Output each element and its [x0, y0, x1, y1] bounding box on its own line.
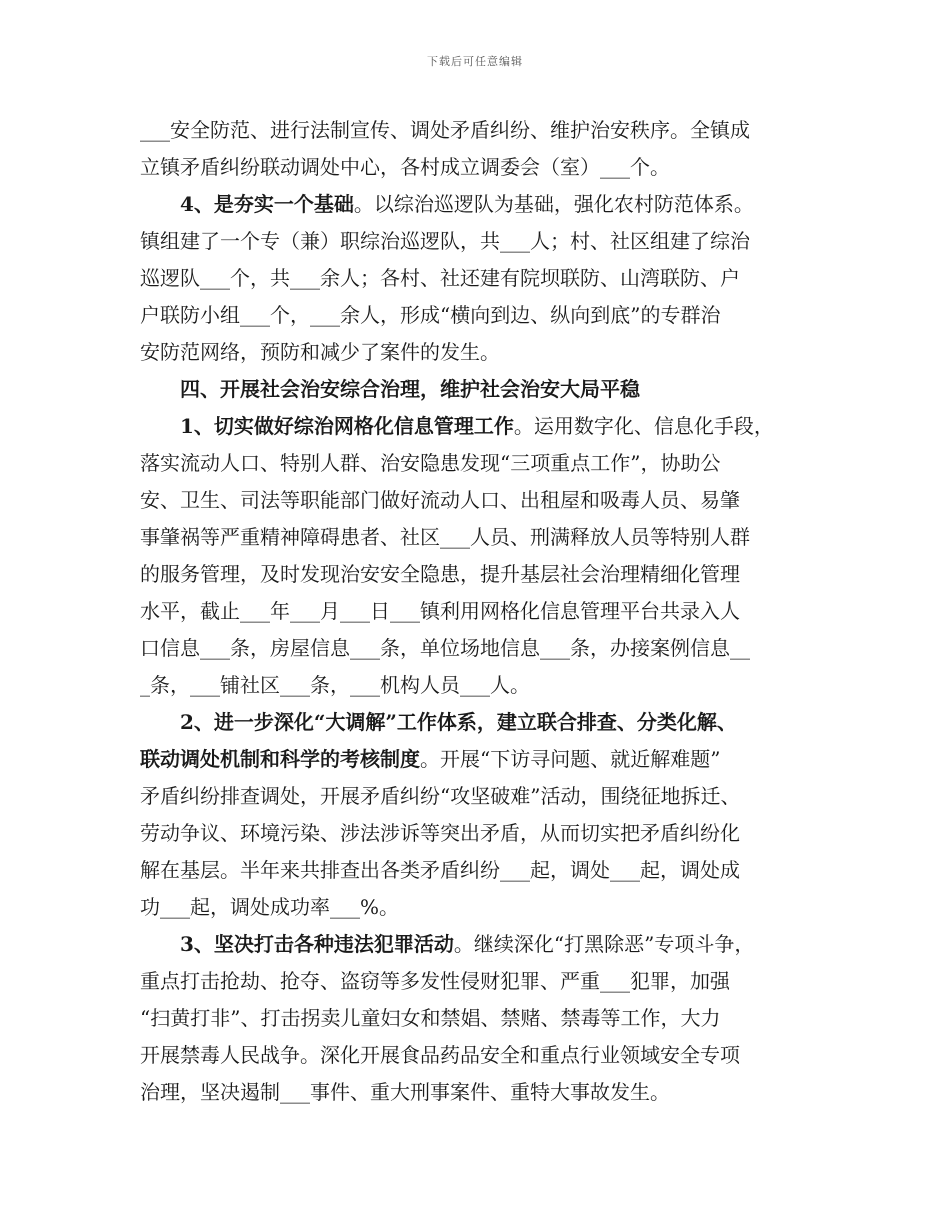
- text-segment: ___安全防范、进行法制宣传、调处矛盾纠纷、维护治安秩序。全镇成: [140, 118, 750, 142]
- text-line: [140, 260, 820, 297]
- bold-text-segment: 2、进一步深化“大调解”工作体系，建立联合排查、分类化解、: [180, 710, 737, 734]
- text-line: [140, 852, 820, 889]
- bold-text-segment: 4、是夯实一个基础: [180, 192, 354, 216]
- text-line: [140, 926, 820, 963]
- text-segment: 水平，截止___年___月___日___镇利用网格化信息管理平台共录入人: [140, 599, 740, 623]
- text-line: [140, 297, 820, 334]
- section-heading: [140, 371, 820, 408]
- bold-text-segment: 四、开展社会治安综合治理，维护社会治安大局平稳: [180, 377, 640, 401]
- text-line: [140, 741, 820, 778]
- bold-text-segment: 1、切实做好综治网格化信息管理工作: [180, 414, 514, 438]
- bold-text-segment: 联动调处机制和科学的考核制度: [140, 747, 420, 771]
- text-line: [140, 1074, 820, 1111]
- text-line: [140, 667, 820, 704]
- text-segment: 重点打击抢劫、抢夺、盗窃等多发性侵财犯罪、严重___犯罪，加强: [140, 969, 730, 993]
- text-line: [140, 408, 820, 445]
- text-segment: 落实流动人口、特别人群、治安隐患发现“三项重点工作”，协助公: [140, 451, 721, 475]
- text-line: [140, 149, 820, 186]
- text-line: [140, 704, 820, 741]
- text-segment: 解在基层。半年来共排查出各类矛盾纠纷___起，调处___起，调处成: [140, 858, 740, 882]
- text-segment: 安、卫生、司法等职能部门做好流动人口、出租屋和吸毒人员、易肇: [140, 488, 740, 512]
- page-header: 下载后可任意编辑: [427, 55, 523, 68]
- text-segment: 。继续深化“打黑除恶”专项斗争，: [453, 932, 755, 956]
- text-line: [140, 334, 820, 371]
- text-line: [140, 482, 820, 519]
- text-segment: _条，___铺社区___条，___机构人员___人。: [140, 673, 530, 697]
- text-line: [140, 815, 820, 852]
- text-line: [140, 186, 820, 223]
- text-segment: 劳动争议、环境污染、涉法涉诉等突出矛盾，从而切实把矛盾纠纷化: [140, 821, 740, 845]
- text-line: [140, 519, 820, 556]
- text-line: [140, 556, 820, 593]
- text-segment: 户联防小组___个，___余人，形成“横向到边、纵向到底”的专群治: [140, 303, 721, 327]
- text-segment: 巡逻队___个，共___余人；各村、社还建有院坝联防、山湾联防、户: [140, 266, 740, 290]
- text-segment: 口信息___条，房屋信息___条，单位场地信息___条，办接案例信息__: [140, 636, 750, 660]
- text-segment: 矛盾纠纷排查调处，开展矛盾纠纷“攻坚破难”活动，围绕征地拆迁、: [140, 784, 741, 808]
- text-segment: 功___起，调处成功率___%。: [140, 895, 400, 919]
- text-segment: 立镇矛盾纠纷联动调处中心，各村成立调委会（室）___个。: [140, 155, 670, 179]
- text-line: [140, 963, 820, 1000]
- document-body: [140, 112, 820, 1111]
- text-line: [140, 889, 820, 926]
- text-segment: 。开展“下访寻问题、就近解难题”: [420, 747, 721, 771]
- text-line: [140, 1000, 820, 1037]
- text-segment: 事肇祸等严重精神障碍患者、社区___人员、刑满释放人员等特别人群: [140, 525, 750, 549]
- text-segment: 。运用数字化、信息化手段，: [513, 414, 774, 438]
- text-line: [140, 112, 820, 149]
- text-segment: 安防范网络，预防和减少了案件的发生。: [140, 340, 500, 364]
- text-line: [140, 593, 820, 630]
- text-segment: 镇组建了一个专（兼）职综治巡逻队，共___人；村、社区组建了综治: [140, 229, 750, 253]
- bold-text-segment: 3、坚决打击各种违法犯罪活动: [180, 932, 454, 956]
- text-segment: “扫黄打非”、打击拐卖儿童妇女和禁娼、禁赌、禁毒等工作，大力: [140, 1006, 721, 1030]
- text-segment: 。以综治巡逻队为基础，强化农村防范体系。: [353, 192, 754, 216]
- text-segment: 的服务管理，及时发现治安安全隐患，提升基层社会治理精细化管理: [140, 562, 740, 586]
- text-line: [140, 630, 820, 667]
- text-line: [140, 1037, 820, 1074]
- text-line: [140, 223, 820, 260]
- text-line: [140, 778, 820, 815]
- text-segment: 治理，坚决遏制___事件、重大刑事案件、重特大事故发生。: [140, 1080, 670, 1104]
- text-line: [140, 445, 820, 482]
- text-segment: 开展禁毒人民战争。深化开展食品药品安全和重点行业领域安全专项: [140, 1043, 740, 1067]
